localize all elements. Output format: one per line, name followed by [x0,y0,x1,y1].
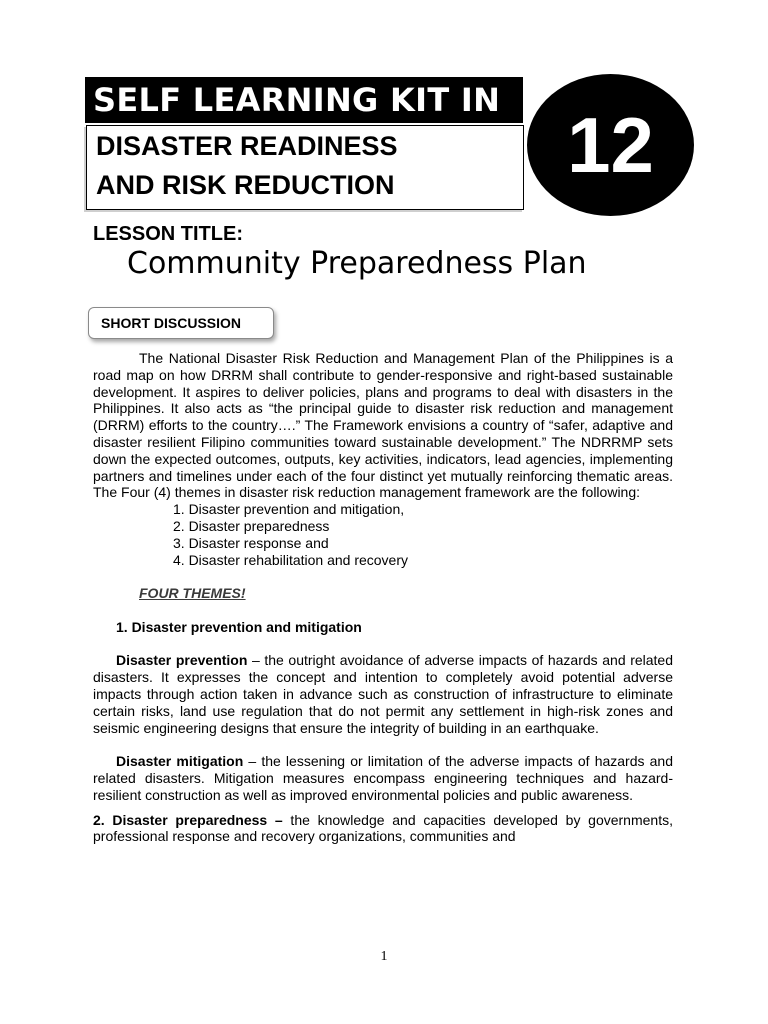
mitigation-term: Disaster mitigation [116,753,244,770]
preparedness-term: 2. Disaster preparedness – [93,811,283,828]
prevention-term: Disaster prevention [116,652,248,669]
theme1-heading: 1. Disaster prevention and mitigation [116,618,362,635]
prevention-paragraph [93,652,673,736]
list-item: 4. Disaster rehabilitation and recovery [173,551,409,568]
grade-number: 12 [567,101,654,189]
lesson-title-label: LESSON TITLE: [93,223,243,245]
grade-badge [527,74,694,216]
kit-banner: SELF LEARNING KIT IN [85,77,523,123]
short-discussion-tab: SHORT DISCUSSION [88,307,274,339]
preparedness-paragraph [93,812,673,846]
lesson-title: Community Preparedness Plan [127,246,587,281]
page-number: 1 [380,949,388,964]
list-item: 3. Disaster response and [173,534,329,551]
subject-title-line2: AND RISK REDUCTION [96,170,395,200]
subject-title-line1: DISASTER READINESS [96,131,398,161]
preparedness-text: the knowledge and capacities developed by governments, professional response and recovery organizations, communities and [93,811,673,845]
mitigation-text: – the lessening or limitation of the adverse impacts of hazards and related disasters. Mitigation measures encompass engineering techniques and hazard-resilient construction as well as improved environmental policies and public awareness. [93,753,673,803]
discussion-body [93,350,673,845]
mitigation-paragraph [93,753,673,803]
intro-paragraph: The National Disaster Risk Reduction and Management Plan of the Philippines is a road map on how DRRM shall contribute to gender-responsive and right-based sustainable development. It aspires to deliver policies, plans and programs to deal with disasters in the Philippines. It also acts as “the principal guide to disaster risk reduction and management (DRRM) efforts to the country….” The Framework envisions a country of “safer, adaptive and disaster resilient Filipino communities toward sustainable development.” The NDRRMP sets down the expected outcomes, outputs, key activities, indicators, lead agencies, implementing partners and timelines under each of the four distinct yet mutually reinforcing thematic areas. The Four (4) themes in disaster risk reduction management framework are the following: [93,350,673,501]
four-themes-heading: FOUR THEMES! [139,585,246,602]
list-item: 1. Disaster prevention and mitigation, [173,501,405,518]
list-item: 2. Disaster preparedness [173,517,330,534]
prevention-text: – the outright avoidance of adverse impacts of hazards and related disasters. It expresses the concept and intention to completely avoid potential adverse impacts through action taken in advance such as construction of infrastructure to eliminate certain risks, land use regulation that do not permit any settlement in high-risk zones and seismic engineering designs that ensure the integrity of building in an earthquake. [93,652,674,736]
theme-list [93,501,673,568]
